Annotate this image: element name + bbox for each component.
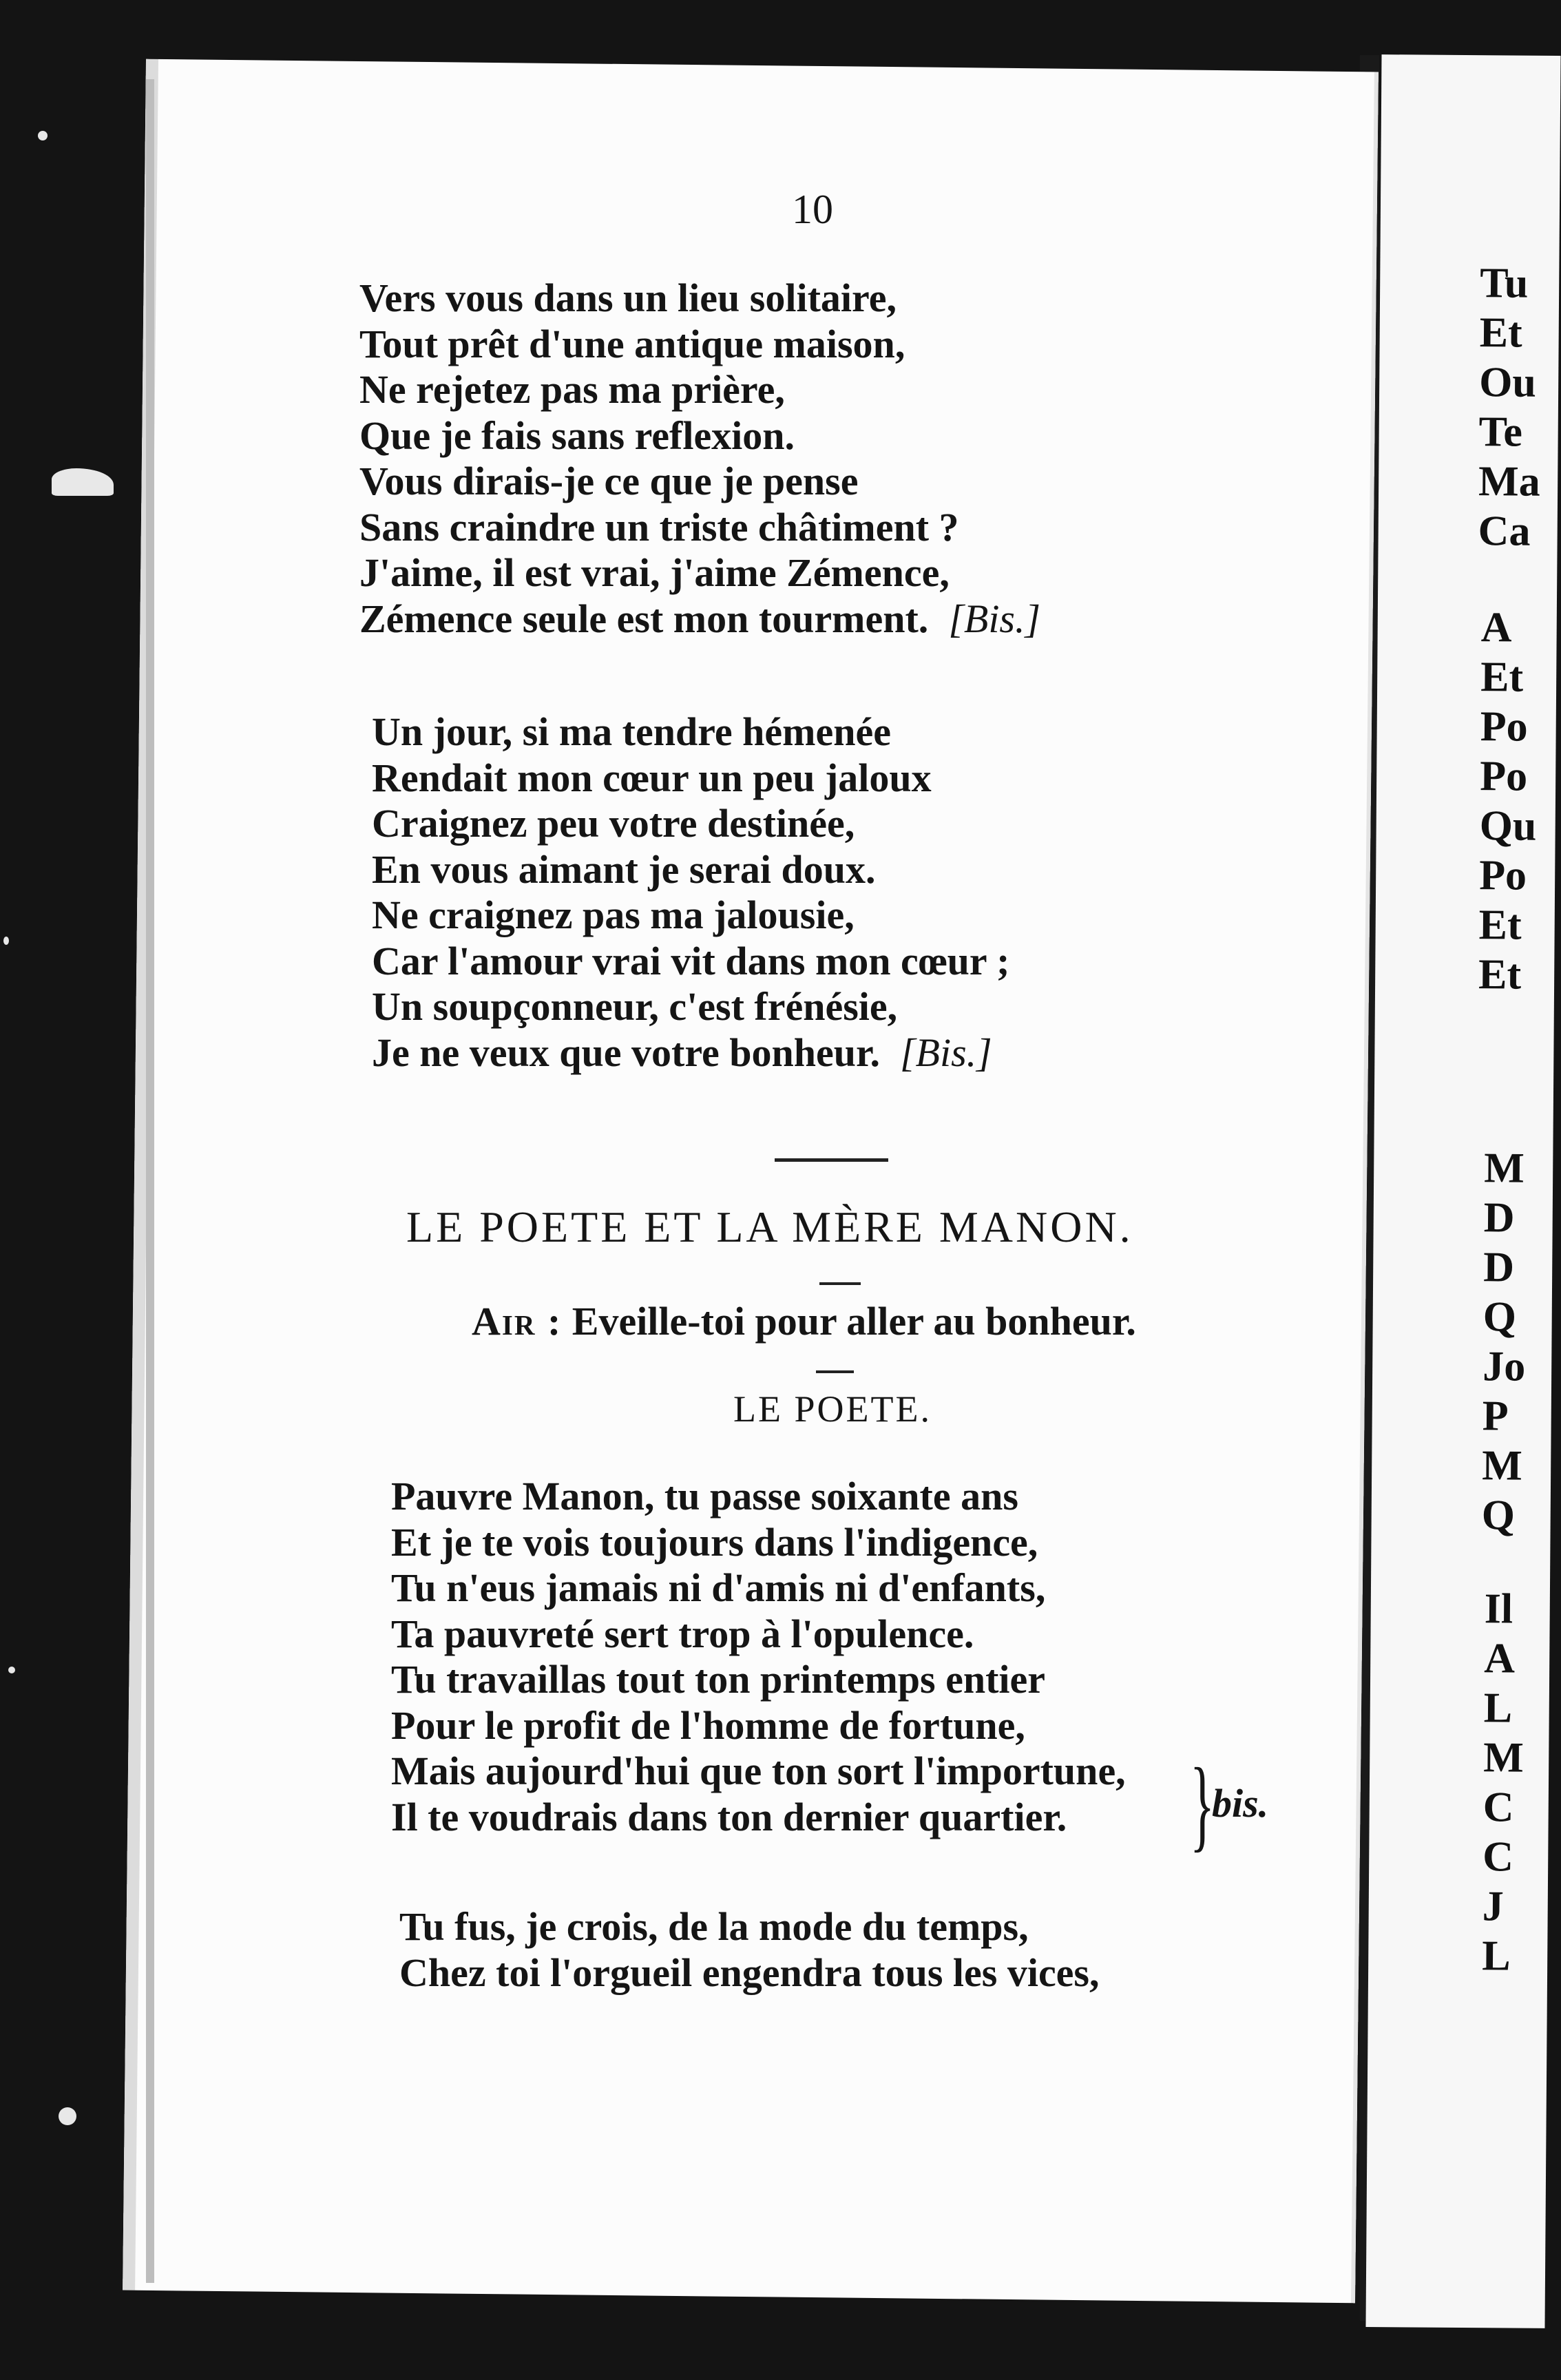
verse-text: Je ne veux que votre bonheur. (372, 1030, 880, 1075)
verse-line: Un soupçonneur, c'est frénésie, (372, 984, 898, 1029)
facing-line: Et (1478, 951, 1522, 999)
facing-line: D (1483, 1244, 1515, 1291)
facing-line: Po (1480, 703, 1528, 751)
verse-line: Tu travaillas tout ton printemps entier (391, 1657, 1046, 1702)
bis-brace: } (1190, 1747, 1215, 1861)
stanza (359, 275, 1040, 642)
facing-line: Et (1480, 654, 1524, 701)
air-line (472, 1298, 1136, 1344)
facing-line: D (1483, 1194, 1515, 1242)
facing-line: Jo (1482, 1343, 1526, 1390)
facing-line: A (1480, 604, 1512, 651)
facing-line: Qu (1479, 802, 1537, 850)
verse-line: Que je fais sans reflexion. (359, 413, 795, 458)
facing-line: L (1482, 1932, 1511, 1980)
facing-line: Ma (1478, 458, 1540, 505)
page-number: 10 (792, 187, 833, 232)
facing-line: Q (1483, 1293, 1517, 1341)
facing-line: M (1483, 1145, 1525, 1192)
verse-line: Un jour, si ma tendre hémenée (372, 709, 891, 754)
verse-line: Car l'amour vrai vit dans mon cœur ; (372, 938, 1010, 983)
verse-text: Zémence seule est mon tourment. (359, 596, 929, 641)
facing-line: Po (1478, 852, 1527, 899)
facing-line: M (1481, 1442, 1522, 1490)
facing-line: Ou (1478, 359, 1537, 406)
verse-line: Et je te vois toujours dans l'indigence, (391, 1519, 1038, 1565)
verse-line (359, 596, 1040, 643)
verse-line: Il te voudrais dans ton dernier quartier. (391, 1794, 1067, 1839)
refrain-marker: [Bis.] (899, 1030, 992, 1075)
stanza (391, 1474, 1126, 1840)
facing-line: Ca (1478, 508, 1531, 555)
verse-line (372, 1030, 1009, 1076)
air-label: Air : (472, 1299, 563, 1344)
facing-line: Te (1478, 408, 1523, 456)
verse-line: Vers vous dans un lieu solitaire, (359, 275, 897, 320)
facing-line: A (1484, 1635, 1516, 1682)
title-dash (819, 1282, 861, 1285)
facing-line: L (1483, 1684, 1513, 1732)
verse-line: Chez toi l'orgueil engendra tous les vices, (399, 1950, 1100, 1995)
facing-line: Q (1481, 1492, 1516, 1539)
verse-line: Tu fus, je crois, de la mode du temps, (399, 1904, 1029, 1949)
verse-line: Rendait mon cœur un peu jaloux (372, 755, 932, 800)
verse-line: En vous aimant je serai doux. (372, 846, 876, 892)
verse-line: Ne craignez pas ma jalousie, (372, 892, 855, 937)
facing-line: C (1483, 1784, 1514, 1831)
refrain-marker: [Bis.] (948, 596, 1041, 641)
facing-line: Et (1478, 901, 1522, 949)
stanza (372, 709, 1009, 1076)
song-title: LE POETE ET LA MÈRE MANON. (406, 1202, 1133, 1251)
verse-line: Ne rejetez pas ma prière, (359, 367, 785, 412)
verse-line: Tout prêt d'une antique maison, (359, 321, 905, 366)
facing-line: J (1482, 1883, 1504, 1930)
air-text: Eveille-toi pour aller au bonheur. (572, 1299, 1136, 1344)
facing-line: Tu (1479, 260, 1529, 307)
verse-line: J'aime, il est vrai, j'aime Zémence, (359, 550, 950, 595)
stanza (399, 1904, 1100, 1996)
verse-line: Mais aujourd'hui que ton sort l'importune, (391, 1749, 1126, 1793)
verse-line: Tu n'eus jamais ni d'amis ni d'enfants, (391, 1565, 1046, 1610)
verse-line: Vous dirais-je ce que je pense (359, 459, 859, 503)
verse-line: Pour le profit de l'homme de fortune, (391, 1702, 1025, 1748)
air-dash (816, 1370, 854, 1373)
refrain-marker: bis. (1212, 1781, 1269, 1826)
verse-line: Sans craindre un triste châtiment ? (359, 504, 959, 550)
verse-line: Ta pauvreté sert trop à l'opulence. (391, 1611, 974, 1656)
verse-line: Craignez peu votre destinée, (372, 801, 855, 846)
facing-line: P (1482, 1392, 1509, 1440)
verse-line: Pauvre Manon, tu passe soixante ans (391, 1474, 1018, 1518)
facing-line: Po (1479, 753, 1528, 800)
facing-line: C (1483, 1833, 1514, 1881)
speaker-label: LE POETE. (733, 1388, 932, 1430)
facing-line: M (1483, 1734, 1525, 1782)
facing-line: Il (1484, 1585, 1513, 1633)
facing-line: Et (1479, 309, 1522, 357)
section-divider (775, 1158, 888, 1162)
